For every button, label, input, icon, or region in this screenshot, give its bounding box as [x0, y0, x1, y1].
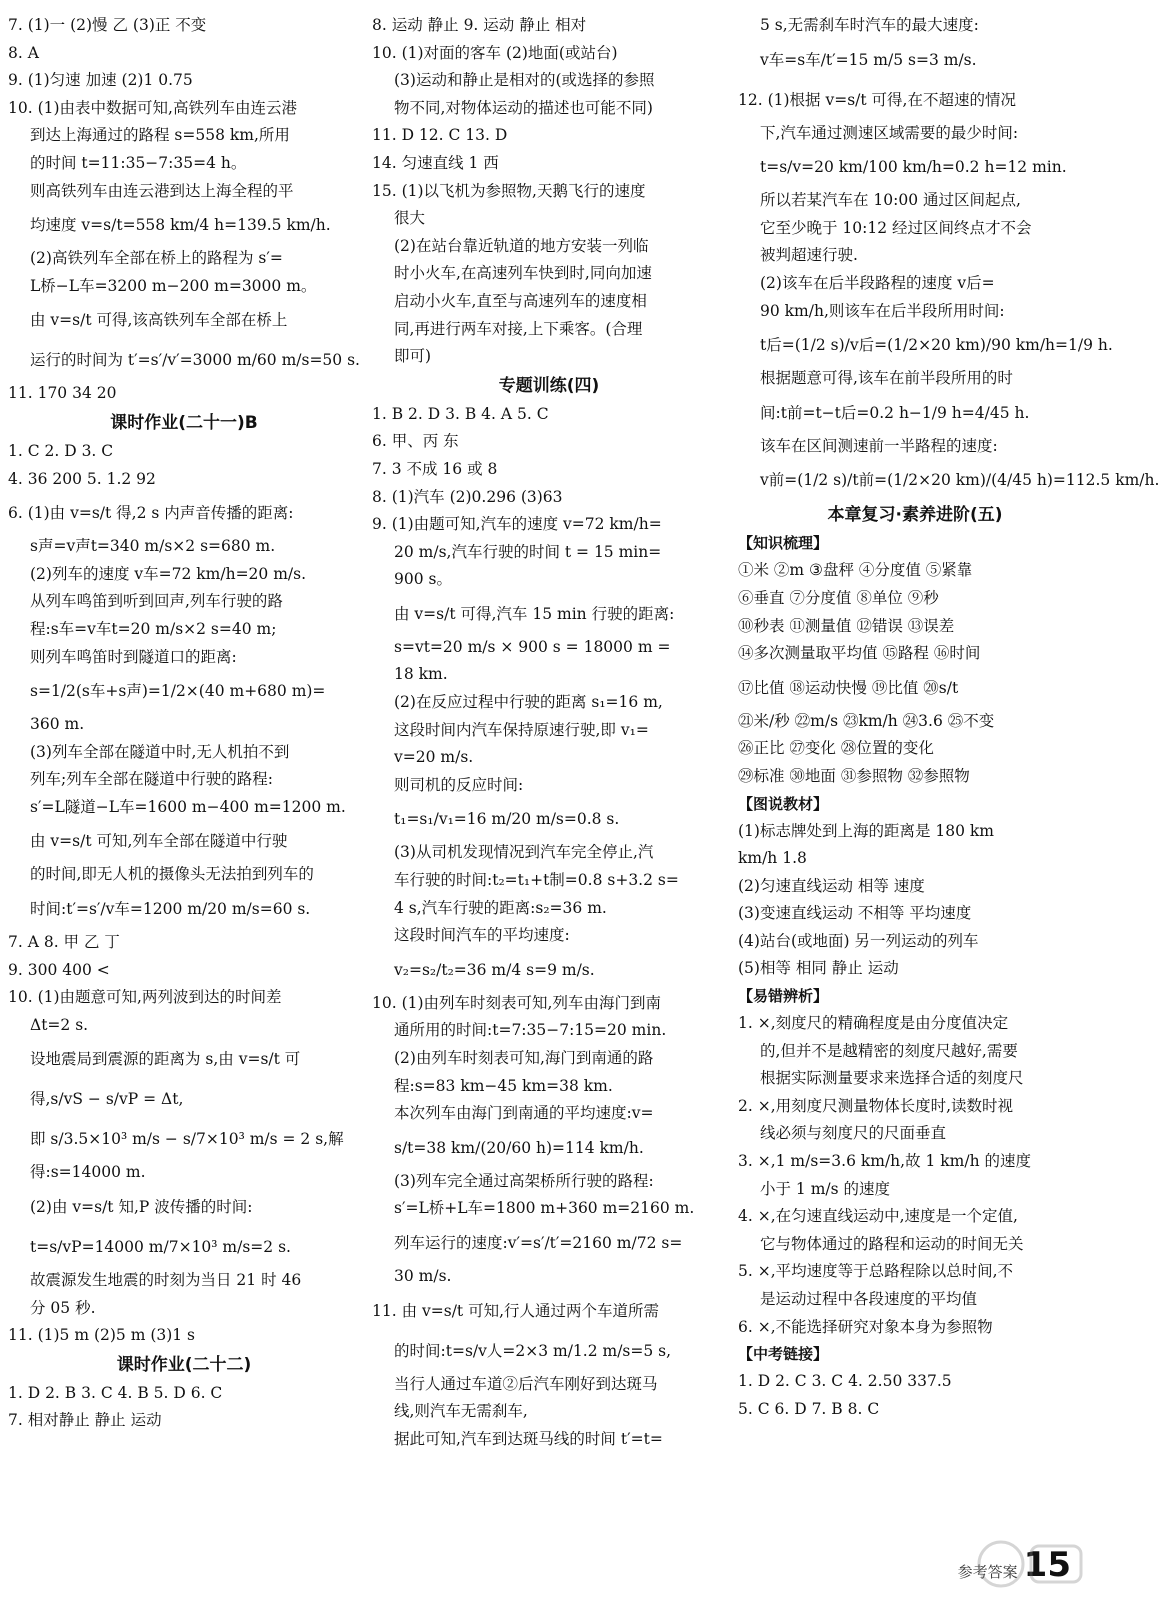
- answer-line: 10. (1)对面的客车 (2)地面(或站台): [372, 43, 618, 62]
- answer-line: (2)高铁列车全部在桥上的路程为 s′=: [30, 249, 283, 268]
- answer-line: 根据实际测量要求来选择合适的刻度尺: [760, 1069, 1024, 1088]
- answer-line: 14. 匀速直线 1 西: [372, 153, 499, 172]
- answer-line: s′=L桥+L车=1800 m+360 m=2160 m.: [394, 1199, 695, 1218]
- answer-line: 20 m/s,汽车行驶的时间 t = 15 min=: [394, 542, 662, 561]
- answer-line: 间:t前=t−t后=0.2 h−1/9 h=4/45 h.: [760, 403, 1030, 422]
- answer-line: 900 s。: [394, 570, 452, 589]
- answer-line: 7. 相对静止 静止 运动: [8, 1411, 162, 1430]
- answer-line: s/t=38 km/(20/60 h)=114 km/h.: [394, 1138, 644, 1157]
- answer-line: 通所用的时间:t=7:35−7:15=20 min.: [394, 1021, 667, 1040]
- footer-label: 参考答案: [957, 1563, 1018, 1581]
- answer-line: t₁=s₁/v₁=16 m/20 m/s=0.8 s.: [394, 810, 620, 829]
- answer-line: 由 v=s/t 可得,该高铁列车全部在桥上: [30, 311, 288, 330]
- answer-line: 9. (1)由题可知,汽车的速度 v=72 km/h=: [372, 515, 662, 534]
- answer-line: 时小火车,在高速列车快到时,同向加速: [394, 264, 652, 283]
- answer-line: (3)变速直线运动 不相等 平均速度: [738, 904, 972, 923]
- answer-line: 则司机的反应时间:: [394, 775, 524, 794]
- answer-line: 启动小火车,直至与高速列车的速度相: [394, 291, 647, 310]
- answer-line: (4)站台(或地面) 另一列运动的列车: [738, 931, 979, 950]
- answer-line: v=20 m/s.: [394, 748, 474, 767]
- answer-line: (5)相等 相同 静止 运动: [738, 959, 899, 978]
- answer-line: 这段时间内汽车保持原速行驶,即 v₁=: [394, 720, 649, 739]
- answer-line: (2)列车的速度 v车=72 km/h=20 m/s.: [30, 564, 307, 583]
- answer-line: 它与物体通过的路程和运动的时间无关: [760, 1234, 1024, 1253]
- answer-line: (2)在反应过程中行驶的距离 s₁=16 m,: [394, 693, 663, 712]
- answer-line: 7. A 8. 甲 乙 丁: [8, 933, 120, 952]
- answer-line: ⑰比值 ⑱运动快慢 ⑲比值 ⑳s/t: [738, 678, 959, 697]
- answer-line: (3)从司机发现情况到汽车完全停止,汽: [394, 843, 654, 862]
- answer-line: 得:s=14000 m.: [30, 1163, 146, 1182]
- answer-line: L桥−L车=3200 m−200 m=3000 m。: [30, 276, 317, 295]
- answer-line: Δt=2 s.: [30, 1015, 89, 1034]
- answer-line: 线,则汽车无需刹车,: [394, 1402, 528, 1421]
- section-heading: 课时作业(二十一)B: [110, 412, 258, 433]
- answer-line: 程:s=83 km−45 km=38 km.: [394, 1076, 613, 1095]
- answer-line: ①米 ②m ③盘秤 ④分度值 ⑤紧靠: [738, 561, 973, 580]
- section-tag: 【图说教材】: [738, 794, 829, 813]
- answer-line: (3)列车全部在隧道中时,无人机拍不到: [30, 742, 290, 761]
- section-tag: 【中考链接】: [738, 1345, 829, 1364]
- answer-line: 2. ×,用刻度尺测量物体长度时,读数时视: [738, 1096, 1014, 1115]
- answer-line: 的时间,即无人机的摄像头无法拍到列车的: [30, 865, 314, 884]
- answer-line: s=1/2(s车+s声)=1/2×(40 m+680 m)=: [30, 682, 326, 701]
- answer-line: 到达上海通过的路程 s=558 km,所用: [30, 126, 290, 145]
- answer-line: 15. (1)以飞机为参照物,天鹅飞行的速度: [372, 181, 646, 200]
- section-tag: 【知识梳理】: [738, 534, 829, 553]
- answer-line: 8. (1)汽车 (2)0.296 (3)63: [372, 487, 563, 506]
- section-heading: 专题训练(四): [498, 375, 600, 396]
- answer-line: 30 m/s.: [394, 1266, 452, 1285]
- answer-line: 这段时间汽车的平均速度:: [394, 926, 570, 945]
- answer-line: 1. D 2. C 3. C 4. 2.50 337.5: [738, 1372, 952, 1391]
- answer-line: t=s/vP=14000 m/7×10³ m/s=2 s.: [30, 1238, 291, 1257]
- answer-line: 是运动过程中各段速度的平均值: [760, 1290, 978, 1308]
- answer-line: 故震源发生地震的时刻为当日 21 时 46: [30, 1271, 302, 1290]
- answer-line: 1. ×,刻度尺的精确程度是由分度值决定: [738, 1014, 1009, 1033]
- answer-line: 线必须与刻度尺的尺面垂直: [760, 1124, 947, 1143]
- answer-line: 列车运行的速度:v′=s′/t′=2160 m/72 s=: [394, 1233, 683, 1252]
- answer-line: t后=(1/2 s)/v后=(1/2×20 km)/90 km/h=1/9 h.: [760, 336, 1113, 355]
- answer-line: ㉙标准 ㉚地面 ㉛参照物 ㉜参照物: [738, 766, 970, 785]
- answer-line: 分 05 秒.: [30, 1298, 96, 1317]
- answer-line: s′=L隧道−L车=1600 m−400 m=1200 m.: [30, 797, 346, 816]
- watermark-logo-icon: [971, 1534, 1091, 1594]
- answer-line: 时间:t′=s′/v车=1200 m/20 m/s=60 s.: [30, 900, 311, 919]
- answer-line: 9. (1)匀速 加速 (2)1 0.75: [8, 71, 193, 90]
- answer-line: (2)由列车时刻表可知,海门到南通的路: [394, 1049, 654, 1067]
- answer-line: ⑥垂直 ⑦分度值 ⑧单位 ⑨秒: [738, 588, 939, 607]
- answer-line: 6. ×,不能选择研究对象本身为参照物: [738, 1317, 993, 1336]
- answer-line: 4 s,汽车行驶的距离:s₂=36 m.: [394, 898, 607, 917]
- answer-line: 从列车鸣笛到听到回声,列车行驶的路: [30, 592, 283, 611]
- answer-line: ⑩秒表 ⑪测量值 ⑫错误 ⑬误差: [738, 616, 955, 635]
- answer-line: 6. 甲、丙 东: [372, 432, 459, 451]
- answer-line: 9. 300 400 <: [8, 960, 110, 979]
- answer-line: 即 s/3.5×10³ m/s − s/7×10³ m/s = 2 s,解: [30, 1130, 344, 1149]
- answer-column-left: [8, 12, 360, 1435]
- section-tag: 【易错辨析】: [738, 987, 829, 1006]
- answer-line: 10. (1)由列车时刻表可知,列车由海门到南: [372, 993, 661, 1012]
- answer-line: 根据题意可得,该车在前半段所用的时: [760, 369, 1013, 388]
- answer-line: 7. (1)一 (2)慢 乙 (3)正 不变: [8, 16, 207, 34]
- answer-line: t=s/v=20 km/100 km/h=0.2 h=12 min.: [760, 158, 1067, 177]
- answer-line: (2)由 v=s/t 知,P 波传播的时间:: [30, 1198, 253, 1217]
- answer-line: 物不同,对物体运动的描述也可能不同): [394, 98, 653, 117]
- answer-line: (2)匀速直线运动 相等 速度: [738, 876, 925, 895]
- section-heading: 本章复习·素养进阶(五): [827, 505, 1003, 526]
- answer-column-middle: [372, 12, 726, 1453]
- answer-line: ⑭多次测量取平均值 ⑮路程 ⑯时间: [738, 644, 981, 663]
- answer-line: 的,但并不是越精密的刻度尺越好,需要: [760, 1041, 1018, 1060]
- answer-line: 4. 36 200 5. 1.2 92: [8, 469, 156, 488]
- answer-line: (2)在站台靠近轨道的地方安装一列临: [394, 236, 649, 255]
- answer-line: 即可): [394, 347, 432, 366]
- answer-line: (2)该车在后半段路程的速度 v后=: [760, 273, 995, 292]
- answer-line: 6. (1)由 v=s/t 得,2 s 内声音传播的距离:: [8, 504, 294, 523]
- answer-line: 所以若某汽车在 10:00 通过区间起点,: [760, 191, 1021, 210]
- answer-column-right: [738, 12, 1159, 1423]
- answer-line: 1. C 2. D 3. C: [8, 441, 114, 460]
- answer-line: 12. (1)根据 v=s/t 可得,在不超速的情况: [738, 90, 1016, 109]
- answer-line: 5 s,无需刹车时汽车的最大速度:: [760, 16, 979, 34]
- answer-line: 列车;列车全部在隧道中行驶的路程:: [30, 770, 273, 789]
- answer-line: 8. A: [8, 43, 39, 62]
- answer-line: 的时间:t=s/v人=2×3 m/1.2 m/s=5 s,: [394, 1341, 672, 1360]
- answer-line: 10. (1)由题意可知,两列波到达的时间差: [8, 988, 282, 1007]
- answer-line: 据此可知,汽车到达斑马线的时间 t′=t=: [394, 1429, 663, 1448]
- answer-line: 得,s/vS − s/vP = Δt,: [30, 1090, 184, 1109]
- answer-line: s=vt=20 m/s × 900 s = 18000 m =: [394, 637, 671, 656]
- answer-line: 运行的时间为 t′=s′/v′=3000 m/60 m/s=50 s.: [30, 351, 360, 370]
- answer-line: v车=s车/t′=15 m/5 s=3 m/s.: [760, 50, 977, 69]
- answer-line: 本次列车由海门到南通的平均速度:v=: [394, 1104, 654, 1123]
- answer-line: ㉑米/秒 ㉒m/s ㉓km/h ㉔3.6 ㉕不变: [738, 711, 995, 730]
- answer-line: 该车在区间测速前一半路程的速度:: [760, 436, 998, 455]
- answer-line: 被判超速行驶.: [760, 246, 858, 265]
- answer-line: 11. 由 v=s/t 可知,行人通过两个车道所需: [372, 1301, 660, 1320]
- answer-line: 11. D 12. C 13. D: [372, 126, 508, 145]
- answer-line: ㉖正比 ㉗变化 ㉘位置的变化: [738, 739, 934, 758]
- answer-line: 小于 1 m/s 的速度: [760, 1179, 891, 1198]
- answer-line: (3)运动和静止是相对的(或选择的参照: [394, 71, 655, 90]
- answer-line: s声=v声t=340 m/s×2 s=680 m.: [30, 537, 276, 556]
- answer-line: 则高铁列车由连云港到达上海全程的平: [30, 181, 294, 200]
- answer-line: (1)标志牌处到上海的距离是 180 km: [738, 821, 994, 840]
- answer-line: 下,汽车通过测速区域需要的最少时间:: [760, 123, 1019, 142]
- answer-line: v₂=s₂/t₂=36 m/4 s=9 m/s.: [394, 960, 595, 979]
- answer-line: 7. 3 不成 16 或 8: [372, 459, 498, 478]
- answer-line: 8. 运动 静止 9. 运动 静止 相对: [372, 16, 587, 34]
- answer-line: 程:s车=v车t=20 m/s×2 s=40 m;: [30, 619, 277, 638]
- answer-line: 5. C 6. D 7. B 8. C: [738, 1399, 880, 1418]
- answer-line: 则列车鸣笛时到隧道口的距离:: [30, 647, 237, 666]
- answer-line: 18 km.: [394, 665, 448, 684]
- answer-line: 5. ×,平均速度等于总路程除以总时间,不: [738, 1262, 1014, 1281]
- answer-line: km/h 1.8: [738, 849, 807, 868]
- answer-line: 当行人通过车道②后汽车刚好到达斑马: [394, 1374, 658, 1393]
- page-number: 15: [1023, 1545, 1071, 1585]
- answer-line: 均速度 v=s/t=558 km/4 h=139.5 km/h.: [30, 216, 331, 235]
- answer-line: v前=(1/2 s)/t前=(1/2×20 km)/(4/45 h)=112.5 km/h.: [760, 471, 1159, 490]
- answer-line: 它至少晚于 10:12 经过区间终点才不会: [760, 218, 1032, 237]
- answer-line: 3. ×,1 m/s=3.6 km/h,故 1 km/h 的速度: [738, 1152, 1032, 1171]
- answer-line: 4. ×,在匀速直线运动中,速度是一个定值,: [738, 1207, 1018, 1226]
- answer-line: 11. 170 34 20: [8, 384, 117, 403]
- answer-line: 由 v=s/t 可知,列车全部在隧道中行驶: [30, 832, 288, 851]
- answer-line: 11. (1)5 m (2)5 m (3)1 s: [8, 1326, 196, 1345]
- answer-line: 1. D 2. B 3. C 4. B 5. D 6. C: [8, 1383, 223, 1402]
- section-heading: 课时作业(二十二): [116, 1354, 252, 1375]
- answer-line: 360 m.: [30, 715, 85, 734]
- answer-line: 90 km/h,则该车在后半段所用时间:: [760, 301, 1005, 320]
- answer-line: 很大: [394, 209, 426, 228]
- answer-line: 由 v=s/t 可得,汽车 15 min 行驶的距离:: [394, 604, 675, 623]
- answer-line: 1. B 2. D 3. B 4. A 5. C: [372, 404, 549, 423]
- answer-line: 10. (1)由表中数据可知,高铁列车由连云港: [8, 98, 297, 117]
- answer-line: 车行驶的时间:t₂=t₁+t制=0.8 s+3.2 s=: [394, 871, 679, 890]
- answer-line: 同,再进行两车对接,上下乘客。(合理: [394, 319, 643, 338]
- answer-line: 设地震局到震源的距离为 s,由 v=s/t 可: [30, 1050, 301, 1069]
- answer-line: (3)列车完全通过高架桥所行驶的路程:: [394, 1171, 654, 1190]
- answer-line: 的时间 t=11:35−7:35=4 h。: [30, 153, 247, 172]
